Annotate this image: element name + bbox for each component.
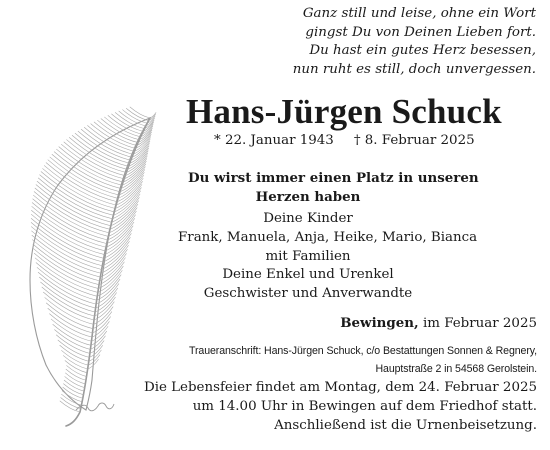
mourner-line: Deine Kinder — [263, 211, 353, 226]
mourner-line: Geschwister und Anverwandte — [203, 286, 413, 302]
death-date: † 8. Februar 2025 — [353, 133, 475, 148]
poem-line: Ganz still und leise, ohne ein Wort — [302, 6, 536, 21]
mourner-line: Deine Enkel und Urenkel — [222, 267, 394, 283]
ceremony-line: um 14.00 Uhr in Bewingen auf dem Friedhof statt. — [192, 399, 537, 414]
poem — [276, 5, 536, 79]
mourner-line: mit Familien — [265, 248, 351, 264]
mourners-list — [178, 210, 478, 304]
mourner-line: Frank, Manuela, Anja, Heike, Mario, Bianca — [178, 229, 478, 245]
deceased-name: Hans-Jürgen Schuck — [186, 92, 502, 131]
motto — [188, 169, 479, 207]
place-town: Bewingen, — [340, 315, 419, 331]
life-dates — [214, 132, 475, 150]
motto-line: Du wirst immer einen Platz in unseren — [188, 170, 479, 186]
ceremony-info — [144, 378, 537, 435]
address-line: Hauptstraße 2 in 54568 Gerolstein. — [375, 363, 537, 375]
motto-line: Herzen haben — [255, 189, 361, 205]
address-line: Traueranschrift: Hans-Jürgen Schuck, c/o Bestattungen Sonnen & Regnery, — [189, 345, 537, 357]
poem-line: nun ruht es still, doch unvergessen. — [292, 61, 536, 77]
place-date: im Februar 2025 — [422, 316, 537, 331]
birth-date: * 22. Januar 1943 — [214, 133, 334, 148]
poem-line: gingst Du von Deinen Lieben fort. — [305, 24, 536, 40]
place-and-date — [340, 314, 537, 333]
ceremony-line: Die Lebensfeier findet am Montag, dem 24. Februar 2025 — [143, 380, 537, 395]
ceremony-line: Anschließend ist die Urnenbeisetzung. — [274, 418, 537, 433]
poem-line: Du hast ein gutes Herz besessen, — [309, 43, 536, 59]
mourning-address — [189, 342, 537, 378]
